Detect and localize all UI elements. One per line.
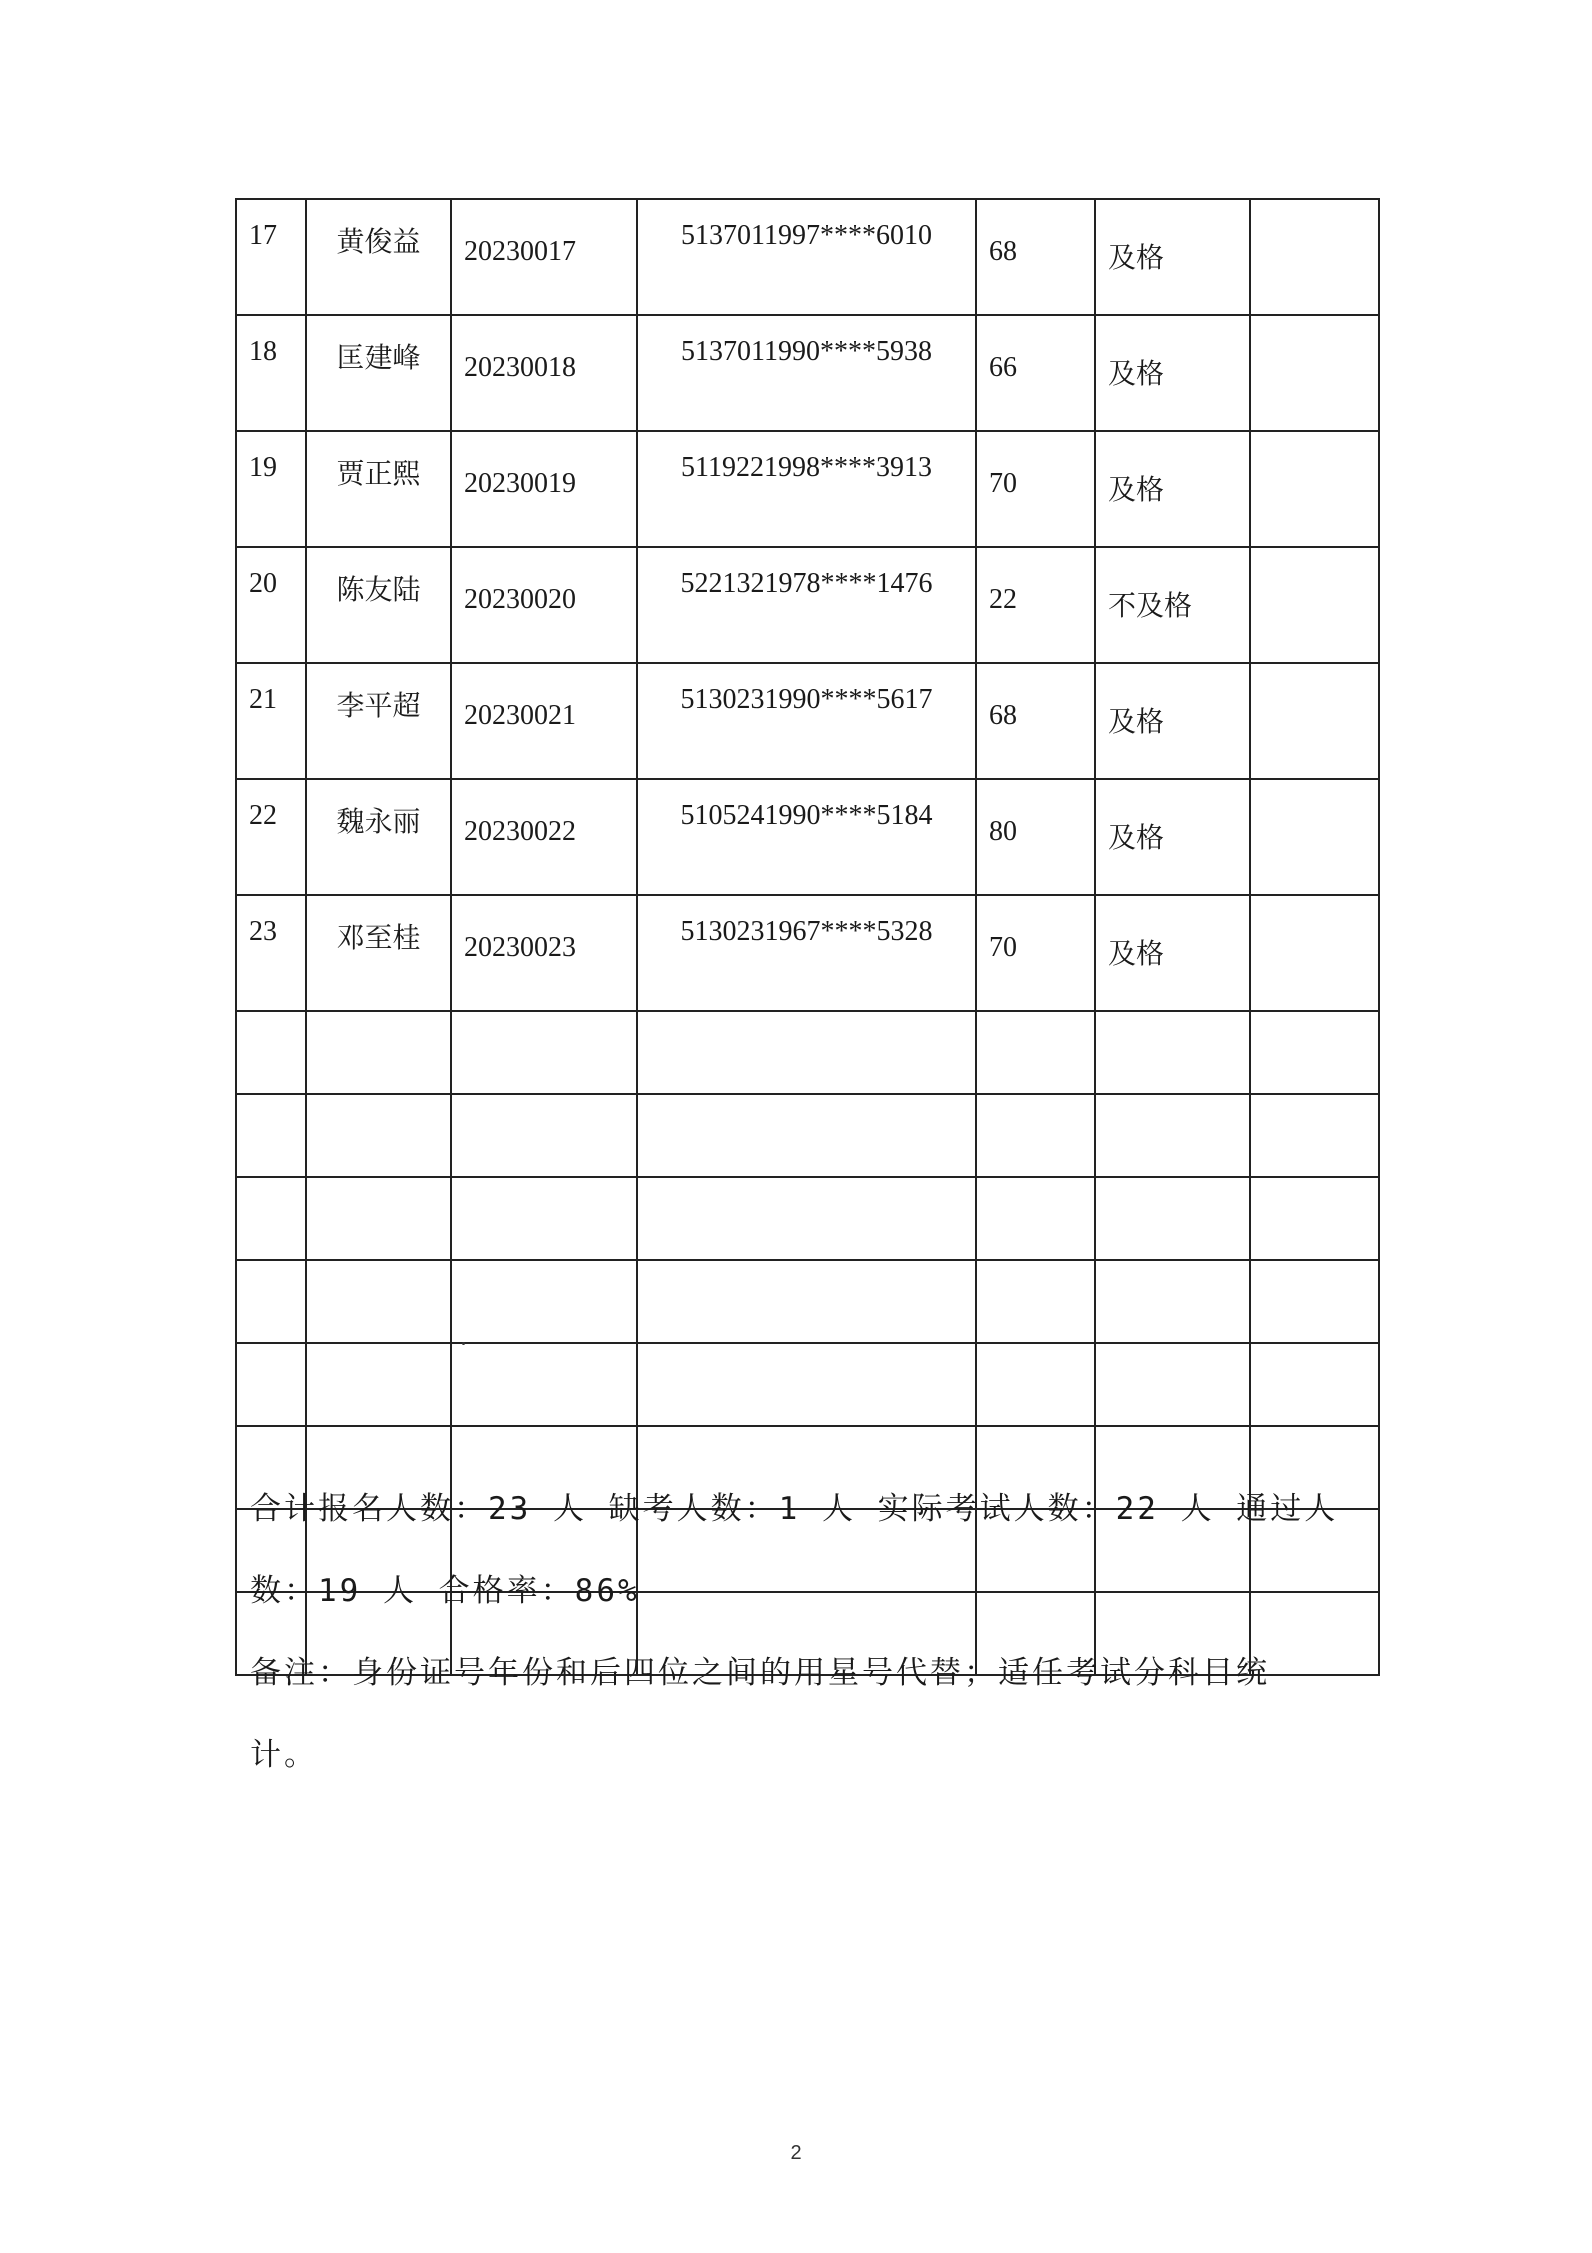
id-card-cell: 5105241990****5184 [637,779,976,895]
table-row [236,315,1379,431]
empty-cell [451,1260,637,1343]
empty-cell [976,1343,1095,1426]
empty-cell [451,1177,637,1260]
score-cell: 22 [976,547,1095,663]
result-cell: 及格 [1095,663,1250,779]
row-number-cell: 20 [236,547,306,663]
note-cell [1250,431,1379,547]
empty-cell [306,1094,451,1177]
empty-cell [976,1260,1095,1343]
table-row [236,199,1379,315]
summary-line-1: 合计报名人数：23 人 缺考人数：1 人 实际考试人数：22 人 通过人 [250,1491,1339,1527]
empty-cell [306,1177,451,1260]
summary-line-2: 数：19 人 合格率：86% [250,1573,640,1609]
exam-results-table [235,198,1380,1676]
result-cell: 不及格 [1095,547,1250,663]
page-number: 2 [790,2142,802,2164]
empty-cell [637,1177,976,1260]
empty-cell [1095,1343,1250,1426]
score-cell: 68 [976,663,1095,779]
empty-table-row [236,1177,1379,1260]
empty-cell [1095,1094,1250,1177]
result-cell: 及格 [1095,199,1250,315]
name-cell: 陈友陆 [306,547,451,663]
empty-cell [306,1260,451,1343]
score-cell: 70 [976,895,1095,1011]
empty-cell [306,1343,451,1426]
row-number-cell: 22 [236,779,306,895]
name-cell: 魏永丽 [306,779,451,895]
empty-cell [236,1343,306,1426]
name-cell: 李平超 [306,663,451,779]
name-cell: 黄俊益 [306,199,451,315]
empty-table-row [236,1094,1379,1177]
empty-cell [451,1343,637,1426]
empty-cell [637,1011,976,1094]
empty-cell [1250,1094,1379,1177]
row-number-cell: 19 [236,431,306,547]
empty-cell [1095,1011,1250,1094]
exam-id-cell: 20230020 [451,547,637,663]
exam-id-cell: 20230017 [451,199,637,315]
table-row [236,431,1379,547]
row-number-cell: 21 [236,663,306,779]
id-card-cell: 5119221998****3913 [637,431,976,547]
name-cell: 贾正熙 [306,431,451,547]
table-row [236,547,1379,663]
empty-cell [451,1011,637,1094]
exam-id-cell: 20230022 [451,779,637,895]
exam-id-cell: 20230019 [451,431,637,547]
id-card-cell: 5130231990****5617 [637,663,976,779]
table-body [236,199,1379,1675]
exam-id-cell: 20230021 [451,663,637,779]
result-cell: 及格 [1095,315,1250,431]
empty-cell [306,1011,451,1094]
empty-cell [236,1011,306,1094]
id-card-cell: 5137011997****6010 [637,199,976,315]
empty-cell [236,1260,306,1343]
empty-table-row [236,1343,1379,1426]
table-row [236,779,1379,895]
exam-id-cell: 20230023 [451,895,637,1011]
result-cell: 及格 [1095,779,1250,895]
empty-cell [1250,1011,1379,1094]
score-cell: 68 [976,199,1095,315]
note-cell [1250,895,1379,1011]
note-cell [1250,315,1379,431]
row-number-cell: 23 [236,895,306,1011]
empty-cell [976,1011,1095,1094]
name-cell: 邓至桂 [306,895,451,1011]
empty-cell [637,1094,976,1177]
result-cell: 及格 [1095,895,1250,1011]
stray-dot [462,1342,465,1345]
empty-table-row [236,1011,1379,1094]
empty-cell [976,1094,1095,1177]
empty-cell [451,1094,637,1177]
empty-cell [1095,1177,1250,1260]
empty-table-row [236,1260,1379,1343]
empty-cell [1250,1343,1379,1426]
score-cell: 80 [976,779,1095,895]
note-cell [1250,547,1379,663]
score-cell: 66 [976,315,1095,431]
note-cell [1250,663,1379,779]
empty-cell [1250,1177,1379,1260]
table-row [236,663,1379,779]
score-cell: 70 [976,431,1095,547]
empty-cell [236,1177,306,1260]
id-card-cell: 5130231967****5328 [637,895,976,1011]
empty-cell [1250,1260,1379,1343]
note-cell [1250,199,1379,315]
note-line-2: 计。 [250,1737,318,1773]
row-number-cell: 18 [236,315,306,431]
row-number-cell: 17 [236,199,306,315]
empty-cell [1095,1260,1250,1343]
empty-cell [637,1343,976,1426]
id-card-cell: 5221321978****1476 [637,547,976,663]
empty-cell [637,1260,976,1343]
summary-block [250,1468,1370,1632]
exam-id-cell: 20230018 [451,315,637,431]
note-block [250,1632,1370,1796]
note-cell [1250,779,1379,895]
name-cell: 匡建峰 [306,315,451,431]
note-line-1: 备注：身份证号年份和后四位之间的用星号代替；适任考试分科目统 [250,1655,1270,1691]
result-cell: 及格 [1095,431,1250,547]
table-row [236,895,1379,1011]
empty-cell [236,1094,306,1177]
id-card-cell: 5137011990****5938 [637,315,976,431]
empty-cell [976,1177,1095,1260]
